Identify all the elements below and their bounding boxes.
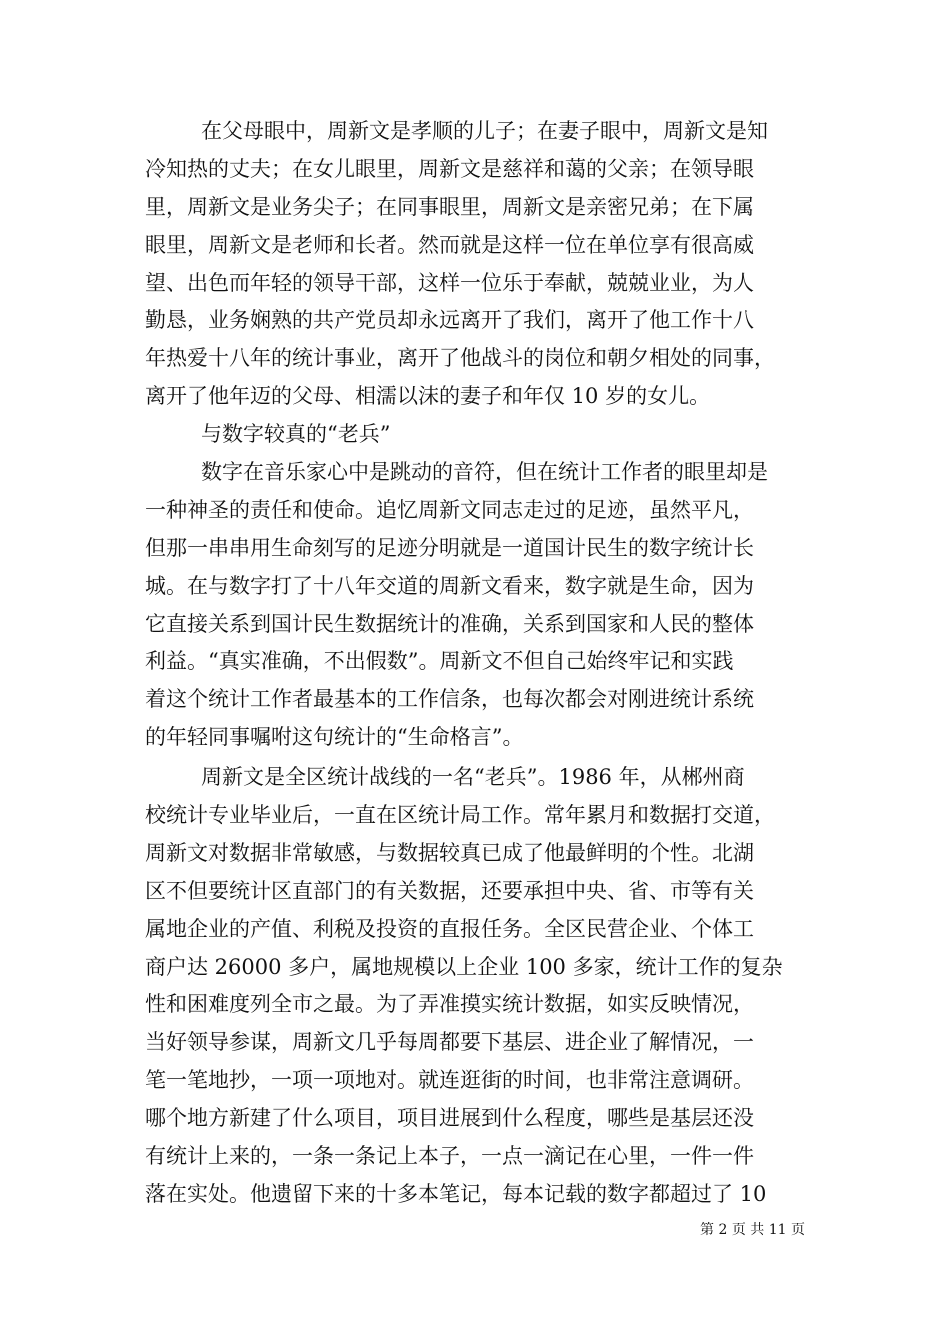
text-line: 哪个地方新建了什么项目，项目进展到什么程度，哪些是基层还没 — [145, 1106, 754, 1131]
text-line: 年热爱十八年的统计事业，离开了他战斗的岗位和朝夕相处的同事， — [145, 346, 775, 371]
text-line: 有统计上来的，一条一条记上本子，一点一滴记在心里，一件一件 — [145, 1144, 754, 1169]
text-line: 的年轻同事嘱咐这句统计的“生命格言”。 — [145, 725, 524, 750]
text-line: 数字在音乐家心中是跳动的音符，但在统计工作者的眼里却是 — [201, 460, 768, 485]
text-line: 望、出色而年轻的领导干部，这样一位乐于奉献，兢兢业业，为人 — [145, 270, 754, 295]
page-number: 第 2 页 共 11 页 — [700, 1222, 805, 1238]
text-line: 周新文是全区统计战线的一名“老兵”。1986 年，从郴州商 — [201, 765, 745, 790]
text-line: 勤恳，业务娴熟的共产党员却永远离开了我们，离开了他工作十八 — [145, 308, 754, 333]
section-heading: 与数字较真的“老兵” — [201, 422, 391, 447]
text-line: 周新文对数据非常敏感，与数据较真已成了他最鲜明的个性。北湖 — [145, 840, 754, 865]
text-line: 当好领导参谋，周新文几乎每周都要下基层、进企业了解情况，一 — [145, 1030, 754, 1055]
document-body — [145, 113, 810, 1214]
text-line: 眼里，周新文是老师和长者。然而就是这样一位在单位享有很高威 — [145, 232, 754, 257]
text-line: 冷知热的丈夫；在女儿眼里，周新文是慈祥和蔼的父亲；在领导眼 — [145, 156, 754, 181]
text-line: 在父母眼中，周新文是孝顺的儿子；在妻子眼中，周新文是知 — [201, 119, 768, 143]
text-line: 一种神圣的责任和使命。追忆周新文同志走过的足迹，虽然平凡， — [145, 497, 754, 522]
text-line: 属地企业的产值、利税及投资的直报任务。全区民营企业、个体工 — [145, 916, 754, 941]
text-line: 离开了他年迈的父母、相濡以沫的妻子和年仅 10 岁的女儿。 — [145, 384, 711, 409]
text-line: 商户达 26000 多户，属地规模以上企业 100 多家，统计工作的复杂 — [145, 954, 783, 979]
text-line: 着这个统计工作者最基本的工作信条，也每次都会对刚进统计系统 — [145, 687, 754, 712]
text-line: 区不但要统计区直部门的有关数据，还要承担中央、省、市等有关 — [145, 878, 754, 903]
text-line: 它直接关系到国计民生数据统计的准确，关系到国家和人民的整体 — [145, 611, 754, 636]
text-line: 里，周新文是业务尖子；在同事眼里，周新文是亲密兄弟；在下属 — [145, 194, 754, 219]
text-line: 性和困难度列全市之最。为了弄准摸实统计数据，如实反映情况， — [145, 992, 754, 1017]
text-line: 校统计专业毕业后，一直在区统计局工作。常年累月和数据打交道， — [145, 803, 775, 828]
text-line: 城。在与数字打了十八年交道的周新文看来，数字就是生命，因为 — [145, 573, 754, 598]
text-line: 利益。“真实准确，不出假数”。周新文不但自己始终牢记和实践 — [145, 649, 734, 674]
text-line: 但那一串串用生命刻写的足迹分明就是一道国计民生的数字统计长 — [145, 535, 754, 560]
text-line: 笔一笔地抄，一项一项地对。就连逛街的时间，也非常注意调研。 — [145, 1068, 754, 1093]
text-line: 落在实处。他遗留下来的十多本笔记，每本记载的数字都超过了 10 — [145, 1181, 767, 1206]
